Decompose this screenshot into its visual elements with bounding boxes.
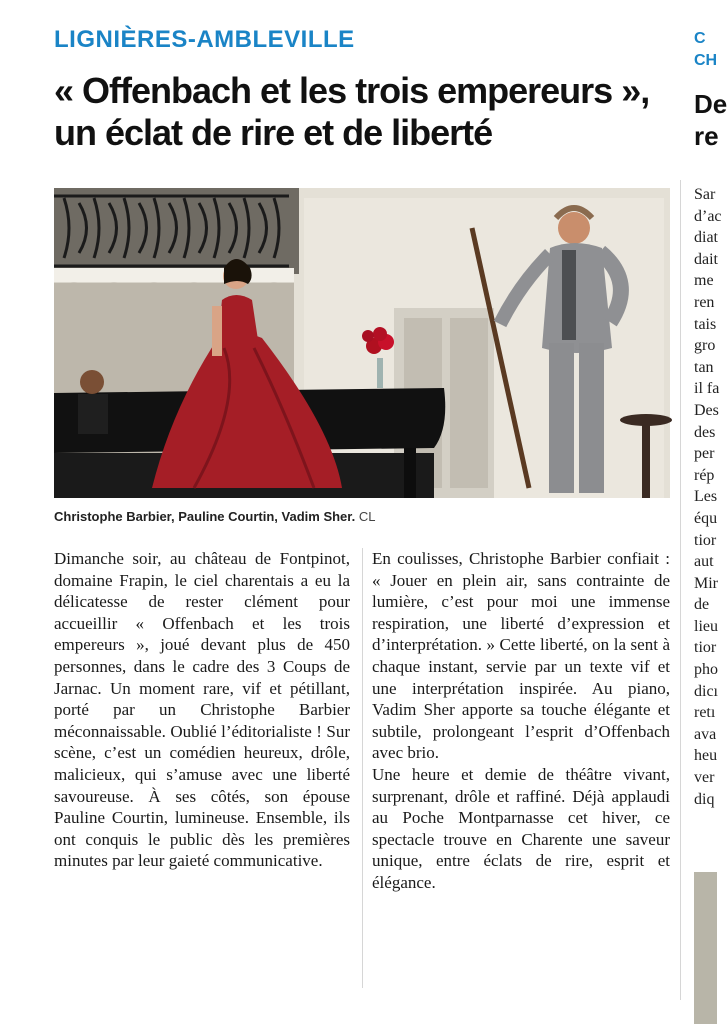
next-article-line: retı — [694, 704, 716, 722]
next-article-line: de — [694, 596, 710, 614]
next-article-line: diat — [694, 229, 718, 247]
next-kicker-line-2: CH — [694, 52, 718, 69]
next-article-line: per — [694, 445, 715, 463]
next-article-line: aut — [694, 553, 714, 571]
next-article-line: dait — [694, 250, 718, 268]
article-photo — [54, 188, 670, 498]
article-headline — [54, 70, 694, 154]
headline-line-1: « Offenbach et les trois empereurs », — [54, 70, 650, 111]
next-article-line: tan — [694, 358, 714, 376]
headline-line-2: un éclat de rire et de liberté — [54, 112, 493, 153]
photo-caption — [54, 509, 375, 524]
next-article-line: diq — [694, 790, 715, 808]
next-article-text-column — [694, 184, 722, 810]
next-article-line: lieu — [694, 617, 718, 635]
caption-credit: CL — [358, 509, 376, 524]
next-article-line: tior — [694, 531, 717, 549]
next-article-line: gro — [694, 337, 716, 355]
next-article-line: me — [694, 272, 714, 290]
next-article-line: rép — [694, 466, 715, 484]
next-article-line: tais — [694, 315, 717, 333]
next-article-line: dicı — [694, 682, 718, 700]
next-article-line: ver — [694, 769, 715, 787]
column-2-paragraph-2: Une heure et demie de théâtre vivant, surprenant, drôle et raffiné. Déjà applaudi au Poche Montparnasse cet hiver, ce spectacle trouve en Charente une saveur unique, entre éclats de rire, esprit et élégance. — [372, 764, 670, 892]
next-article-line: il fa — [694, 380, 720, 398]
next-article-line: ren — [694, 293, 715, 311]
next-article-divider — [680, 180, 681, 1000]
next-headline-line-1: De — [694, 89, 727, 119]
article-column-1 — [54, 548, 350, 872]
column-1-paragraph: Dimanche soir, au château de Fontpinot, domaine Frapin, le ciel charentais a eu la délicatesse de rester clément pour accueillir « Offenbach et les trois empereurs », joué devant plus de 450 personnes, dans le cadre des 3 Coups de Jarnac. Un moment rare, vif et pétillant, porté par un Christophe Barbier méconnaissable. Oublié l’éditorialiste ! Sur scène, c’est un comédien heureux, drôle, malicieux, qui s’amuse avec une liberté savoureuse. À ses côtés, son épouse Pauline Courtin, lumineuse. Ensemble, ils ont conquis le public dès les premières minutes par leur gaieté communicative. — [54, 549, 350, 871]
next-article-line: pho — [694, 661, 718, 679]
next-article-line: Sar — [694, 186, 716, 203]
column-divider — [362, 548, 363, 988]
caption-names: Christophe Barbier, Pauline Courtin, Vadim Sher. — [54, 509, 356, 524]
next-article-line: des — [694, 423, 716, 441]
next-article-line: tior — [694, 639, 717, 657]
next-article-line: Les — [694, 488, 718, 506]
next-article-line: d’ac — [694, 207, 722, 225]
next-article-line: Mir — [694, 574, 718, 592]
next-headline-line-2: re — [694, 121, 719, 151]
section-kicker: LIGNIÈRES-AMBLEVILLE — [54, 26, 355, 53]
next-article-line: équ — [694, 509, 718, 527]
column-2-paragraph-1: En coulisses, Christophe Barbier confiait : « Jouer en plein air, sans contrainte de lumière, c’est pour moi une immense respiration, une liberté d’expression et d’interprétation. » Cette liberté, on la sent à chaque instant, servie par un texte vif et une interprétation inspirée. Au piano, Vadim Sher apporte sa touche élégante et subtile, prolongeant l’esprit d’Offenbach avec brio. — [372, 549, 670, 763]
next-article-line: heu — [694, 747, 718, 765]
next-article-photo — [694, 872, 717, 1024]
next-article-line: Des — [694, 401, 719, 419]
next-article-kicker — [694, 28, 717, 72]
next-article-headline — [694, 88, 727, 152]
article-column-2 — [372, 548, 670, 894]
next-kicker-line-1: C — [694, 30, 706, 47]
next-article-line: ava — [694, 725, 717, 743]
